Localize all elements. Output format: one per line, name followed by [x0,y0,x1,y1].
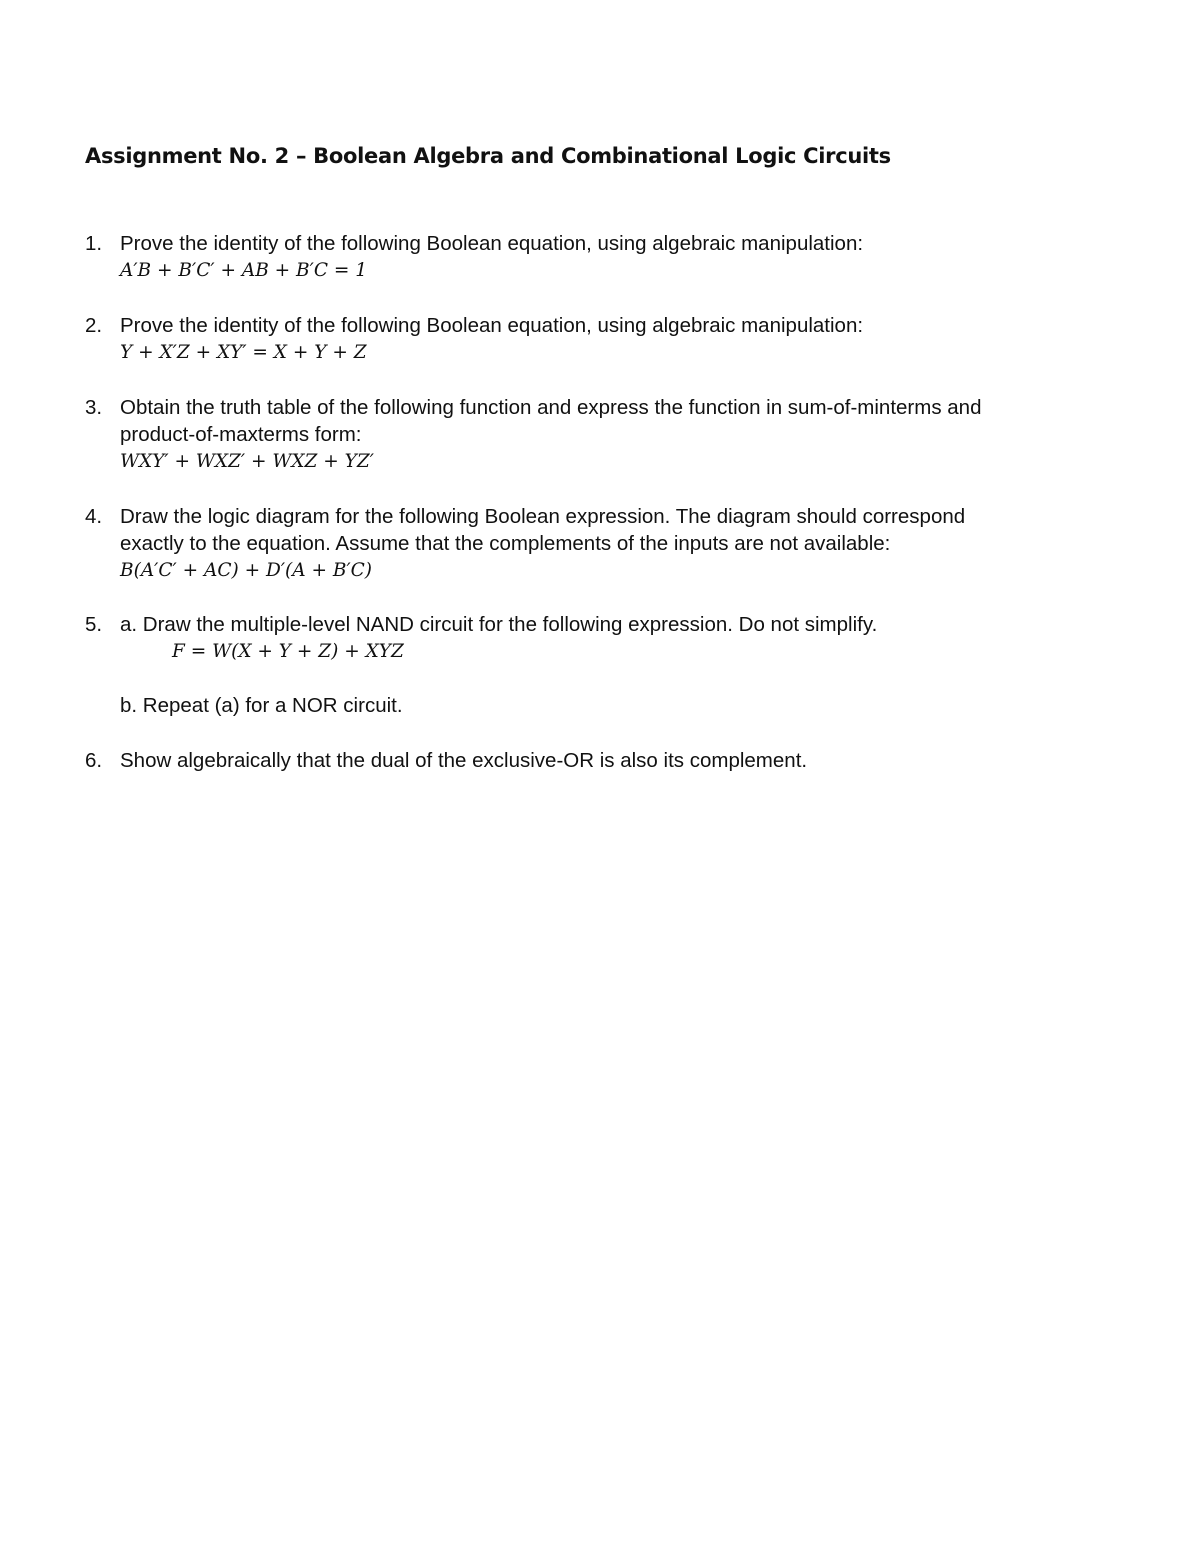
question-number: 3. [85,396,103,419]
question-text: Prove the identity of the following Boolean equation, using algebraic manipulation: [120,232,864,255]
question-number: 4. [85,505,103,528]
question-number: 2. [85,314,103,337]
question-text: Show algebraically that the dual of the exclusive-OR is also its complement. [120,749,808,772]
question-text-line-1: Obtain the truth table of the following function and express the function in sum-of-minterms and [120,396,982,419]
question-part-b: b. Repeat (a) for a NOR circuit. [120,694,403,717]
question-text-line-2: product-of-maxterms form: [120,423,362,446]
question-equation: A′B + B′C′ + AB + B′C = 1 [120,260,368,281]
question-part-a: a. Draw the multiple-level NAND circuit for the following expression. Do not simplify. [120,613,878,636]
question-number: 1. [85,232,103,255]
question-equation: F = W(X + Y + Z) + XYZ [172,641,404,662]
assignment-title: Assignment No. 2 – Boolean Algebra and Combinational Logic Circuits [85,144,891,168]
question-equation: B(A′C′ + AC) + D′(A + B′C) [120,560,373,581]
question-text-line-2: exactly to the equation. Assume that the complements of the inputs are not available: [120,532,891,555]
question-text-line-1: Draw the logic diagram for the following Boolean expression. The diagram should correspond [120,505,966,528]
question-equation: Y + X′Z + XY′ = X + Y + Z [120,342,367,363]
question-equation: WXY′ + WXZ′ + WXZ + YZ′ [120,451,374,472]
question-number: 6. [85,749,103,772]
question-number: 5. [85,613,103,636]
question-text: Prove the identity of the following Boolean equation, using algebraic manipulation: [120,314,864,337]
